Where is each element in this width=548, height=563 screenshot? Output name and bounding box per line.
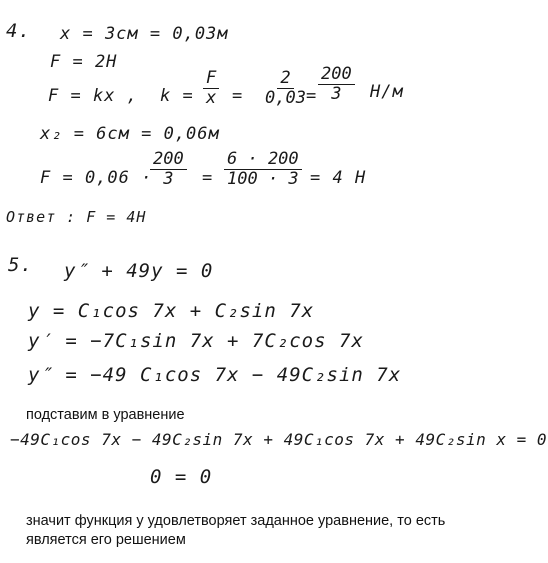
- force-computation-lhs: F = 0,06 ·: [40, 168, 153, 188]
- problem-4-answer: Ответ : F = 4Н: [6, 208, 147, 226]
- problem-5-number: 5.: [8, 254, 33, 276]
- given-x-line: x = 3см = 0,03м: [60, 24, 229, 44]
- first-derivative: y′ = −7C₁sin 7x + 7C₂cos 7x: [28, 330, 364, 352]
- k-fraction-200-over-3: [318, 66, 355, 104]
- k-fraction-2-denominator: 0,03: [265, 87, 306, 108]
- k-fraction-3-numerator: 200: [318, 66, 355, 85]
- f-fraction-1-denominator: 3: [163, 168, 174, 189]
- substituted-equation: −49C₁cos 7x − 49C₂sin 7x + 49C₁cos 7x + 49C₂sin x = 0: [10, 430, 548, 449]
- k-fraction-1-numerator: F: [203, 70, 219, 89]
- k-fraction-2-over-003: [262, 70, 309, 108]
- f-fraction-200-over-3: [150, 151, 187, 189]
- conclusion-line-1: значит функция у удовлетворяет заданное уравнение, то есть: [26, 513, 446, 529]
- f-fraction-2-denominator: 100 · 3: [227, 168, 299, 189]
- k-unit: Н/м: [370, 82, 404, 102]
- identity-result: 0 = 0: [150, 466, 213, 488]
- f-fraction-1-numerator: 200: [150, 151, 187, 170]
- f-fraction-product: [224, 151, 302, 189]
- conclusion-line-2: является его решением: [26, 532, 186, 548]
- k-fraction-3-denominator: 3: [331, 83, 342, 104]
- equals-sign: =: [306, 86, 318, 106]
- substitute-label: подставим в уравнение: [26, 407, 185, 423]
- hooke-law: F = kx ,: [48, 86, 138, 106]
- force-result: = 4 Н: [310, 168, 367, 188]
- second-derivative: y″ = −49 C₁cos 7x − 49C₂sin 7x: [28, 364, 402, 386]
- differential-equation: y″ + 49y = 0: [64, 260, 214, 282]
- k-lhs: k =: [160, 86, 194, 106]
- given-force-line: F = 2Н: [50, 52, 118, 72]
- k-fraction-2-numerator: 2: [277, 70, 293, 89]
- k-fraction-1-denominator: x: [206, 87, 217, 108]
- problem-4-number: 4.: [6, 20, 31, 42]
- general-solution: y = C₁cos 7x + C₂sin 7x: [28, 300, 315, 322]
- equals-sign: =: [232, 86, 244, 106]
- equals-sign: =: [202, 168, 214, 188]
- x2-line: x₂ = 6см = 0,06м: [40, 124, 220, 144]
- k-fraction-f-over-x: [203, 70, 219, 108]
- f-fraction-2-numerator: 6 · 200: [224, 151, 302, 170]
